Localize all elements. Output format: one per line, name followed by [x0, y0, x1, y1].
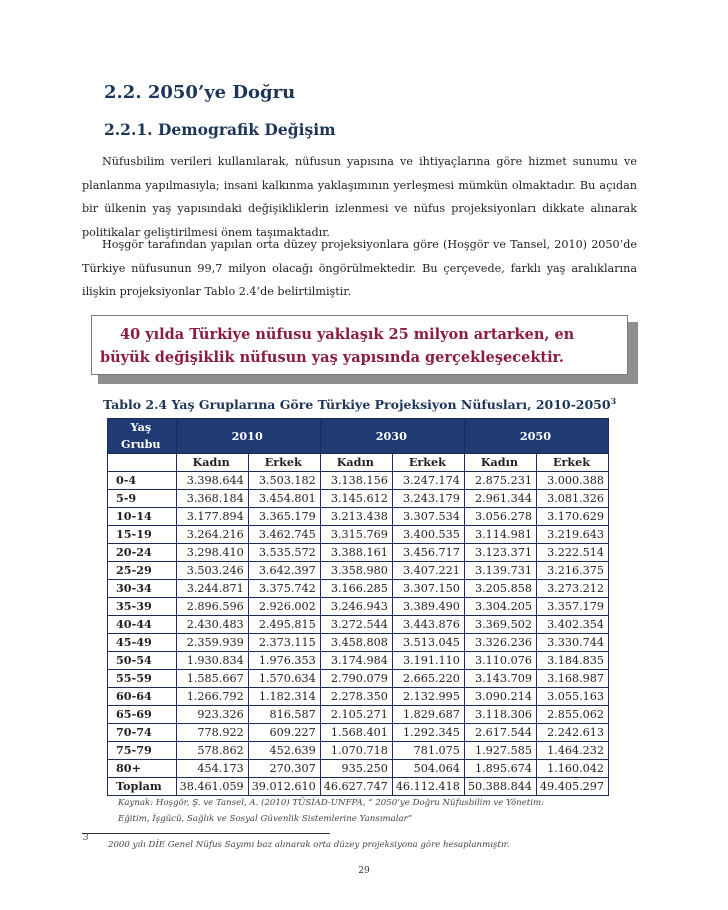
age-group-cell: 65-69: [108, 706, 177, 724]
value-cell: 46.627.747: [320, 778, 392, 796]
sex-header: Erkek: [248, 454, 320, 472]
value-cell: 3.365.179: [248, 508, 320, 526]
age-group-cell: 80+: [108, 760, 177, 778]
value-cell: 270.307: [248, 760, 320, 778]
source-line: Eğitim, İşgücü, Sağlık ve Sosyal Güvenlik Sistemlerine Yansımalar”: [118, 814, 413, 824]
value-cell: 3.298.410: [176, 544, 248, 562]
year-header: 2030: [320, 419, 464, 454]
sex-header: Erkek: [392, 454, 464, 472]
table-body: [108, 472, 609, 796]
population-table: [107, 418, 609, 796]
table-row: [108, 724, 609, 742]
table-row: [108, 526, 609, 544]
age-group-cell: 10-14: [108, 508, 177, 526]
age-group-cell: 70-74: [108, 724, 177, 742]
value-cell: 3.114.981: [464, 526, 536, 544]
empty-header-cell: [108, 454, 177, 472]
value-cell: 3.407.221: [392, 562, 464, 580]
value-cell: 46.112.418: [392, 778, 464, 796]
footnote-divider: [82, 833, 330, 834]
value-cell: 3.462.745: [248, 526, 320, 544]
value-cell: 2.855.062: [536, 706, 608, 724]
value-cell: 3.458.808: [320, 634, 392, 652]
age-group-cell: 0-4: [108, 472, 177, 490]
table-header-years: [108, 419, 609, 454]
value-cell: 1.568.401: [320, 724, 392, 742]
value-cell: 3.315.769: [320, 526, 392, 544]
value-cell: 3.222.514: [536, 544, 608, 562]
value-cell: 778.922: [176, 724, 248, 742]
value-cell: 1.570.634: [248, 670, 320, 688]
age-group-cell: 75-79: [108, 742, 177, 760]
value-cell: 3.168.987: [536, 670, 608, 688]
age-group-cell: 55-59: [108, 670, 177, 688]
age-group-cell: 20-24: [108, 544, 177, 562]
value-cell: 3.243.179: [392, 490, 464, 508]
value-cell: 3.307.534: [392, 508, 464, 526]
value-cell: 3.368.184: [176, 490, 248, 508]
table-row: [108, 598, 609, 616]
table-row: [108, 544, 609, 562]
table-caption-text: Tablo 2.4 Yaş Gruplarına Göre Türkiye Projeksiyon Nüfusları, 2010-2050: [103, 397, 611, 413]
value-cell: 3.174.984: [320, 652, 392, 670]
value-cell: 3.454.801: [248, 490, 320, 508]
value-cell: 2.896.596: [176, 598, 248, 616]
value-cell: 3.456.717: [392, 544, 464, 562]
value-cell: 3.138.156: [320, 472, 392, 490]
page-number: 29: [358, 866, 370, 876]
age-group-cell: 60-64: [108, 688, 177, 706]
value-cell: 3.055.163: [536, 688, 608, 706]
value-cell: 1.927.585: [464, 742, 536, 760]
value-cell: 3.184.835: [536, 652, 608, 670]
value-cell: 3.246.943: [320, 598, 392, 616]
value-cell: 3.205.858: [464, 580, 536, 598]
value-cell: 1.182.314: [248, 688, 320, 706]
year-header: 2050: [464, 419, 608, 454]
table-row: [108, 490, 609, 508]
value-cell: 3.247.174: [392, 472, 464, 490]
value-cell: 1.464.232: [536, 742, 608, 760]
age-group-cell: 15-19: [108, 526, 177, 544]
age-group-cell: 5-9: [108, 490, 177, 508]
value-cell: 1.292.345: [392, 724, 464, 742]
value-cell: 3.272.544: [320, 616, 392, 634]
value-cell: 49.405.297: [536, 778, 608, 796]
value-cell: 3.170.629: [536, 508, 608, 526]
year-header: 2010: [176, 419, 320, 454]
value-cell: 3.330.744: [536, 634, 608, 652]
value-cell: 3.219.643: [536, 526, 608, 544]
value-cell: 3.000.388: [536, 472, 608, 490]
value-cell: 3.389.490: [392, 598, 464, 616]
value-cell: 3.216.375: [536, 562, 608, 580]
table-row: [108, 670, 609, 688]
value-cell: 3.513.045: [392, 634, 464, 652]
value-cell: 578.862: [176, 742, 248, 760]
value-cell: 2.926.002: [248, 598, 320, 616]
age-group-cell: 45-49: [108, 634, 177, 652]
callout-box: [91, 315, 628, 375]
table-row: [108, 580, 609, 598]
age-group-cell: 50-54: [108, 652, 177, 670]
value-cell: 3.304.205: [464, 598, 536, 616]
value-cell: 1.266.792: [176, 688, 248, 706]
value-cell: 3.056.278: [464, 508, 536, 526]
value-cell: 2.359.939: [176, 634, 248, 652]
value-cell: 50.388.844: [464, 778, 536, 796]
value-cell: 1.160.042: [536, 760, 608, 778]
value-cell: 3.388.161: [320, 544, 392, 562]
value-cell: 454.173: [176, 760, 248, 778]
value-cell: 2.278.350: [320, 688, 392, 706]
table-header-sex: [108, 454, 609, 472]
age-group-cell: 40-44: [108, 616, 177, 634]
source-citation: [118, 795, 618, 827]
value-cell: 3.375.742: [248, 580, 320, 598]
sex-header: Kadın: [464, 454, 536, 472]
value-cell: 2.430.483: [176, 616, 248, 634]
table-row: [108, 778, 609, 796]
table-row: [108, 742, 609, 760]
value-cell: 38.461.059: [176, 778, 248, 796]
age-group-cell: Toplam: [108, 778, 177, 796]
value-cell: 3.081.326: [536, 490, 608, 508]
value-cell: 1.930.834: [176, 652, 248, 670]
value-cell: 2.875.231: [464, 472, 536, 490]
value-cell: 3.535.572: [248, 544, 320, 562]
value-cell: 2.132.995: [392, 688, 464, 706]
age-group-cell: 35-39: [108, 598, 177, 616]
sex-header: Kadın: [176, 454, 248, 472]
age-group-cell: 30-34: [108, 580, 177, 598]
subsection-heading: 2.2.1. Demografik Değişim: [104, 120, 336, 139]
value-cell: 2.665.220: [392, 670, 464, 688]
sex-header: Kadın: [320, 454, 392, 472]
value-cell: 3.398.644: [176, 472, 248, 490]
value-cell: 3.110.076: [464, 652, 536, 670]
value-cell: 3.143.709: [464, 670, 536, 688]
value-cell: 2.495.815: [248, 616, 320, 634]
value-cell: 3.166.285: [320, 580, 392, 598]
value-cell: 2.373.115: [248, 634, 320, 652]
footnote-ref: 3: [610, 396, 617, 406]
value-cell: 2.790.079: [320, 670, 392, 688]
paragraph-1: Nüfusbilim verileri kullanılarak, nüfusun yapısına ve ihtiyaçlarına göre hizmet sunumu ve planlanma yapılmasıyla; insani kalkınma yaklaşımının yerleşmesi mümkün olmaktadır. Bu açıdan bir ülkenin yaş yapısındaki değişikliklerin izlenmesi ve nüfus projeksiyonları dikkate alınarak politikalar geliştirilmesi önem taşımaktadır.: [82, 155, 637, 239]
value-cell: 3.118.306: [464, 706, 536, 724]
value-cell: 1.976.353: [248, 652, 320, 670]
table-row: [108, 562, 609, 580]
value-cell: 3.307.150: [392, 580, 464, 598]
value-cell: 2.961.344: [464, 490, 536, 508]
value-cell: 3.400.535: [392, 526, 464, 544]
value-cell: 781.075: [392, 742, 464, 760]
table-row: [108, 760, 609, 778]
table-row: [108, 472, 609, 490]
value-cell: 1.585.667: [176, 670, 248, 688]
table-row: [108, 508, 609, 526]
value-cell: 2.105.271: [320, 706, 392, 724]
value-cell: 3.503.182: [248, 472, 320, 490]
value-cell: 3.402.354: [536, 616, 608, 634]
value-cell: 504.064: [392, 760, 464, 778]
value-cell: 452.639: [248, 742, 320, 760]
value-cell: 3.503.246: [176, 562, 248, 580]
callout-text: 40 yılda Türkiye nüfusu yaklaşık 25 milyon artarken, en büyük değişiklik nüfusun yaş yapısında gerçekleşecektir.: [100, 326, 575, 366]
age-group-cell: 25-29: [108, 562, 177, 580]
value-cell: 3.123.371: [464, 544, 536, 562]
value-cell: 3.273.212: [536, 580, 608, 598]
value-cell: 3.264.216: [176, 526, 248, 544]
footnote-mark: 3: [83, 833, 89, 843]
section-heading: 2.2. 2050’ye Doğru: [104, 82, 296, 103]
value-cell: 3.443.876: [392, 616, 464, 634]
value-cell: 816.587: [248, 706, 320, 724]
table-caption: [103, 396, 616, 412]
footnote-text: 2000 yılı DİE Genel Nüfus Sayımı baz alınarak orta düzey projeksiyona göre hesaplanmıştır.: [108, 840, 510, 850]
value-cell: 2.242.613: [536, 724, 608, 742]
source-line: Kaynak: Hoşgör, Ş. ve Tansel, A. (2010) TÜSİAD-UNFPA, “ 2050’ye Doğru Nüfusbilim ve Yönetim:: [118, 798, 544, 808]
value-cell: 1.070.718: [320, 742, 392, 760]
table-row: [108, 634, 609, 652]
value-cell: 3.090.214: [464, 688, 536, 706]
table-row: [108, 688, 609, 706]
value-cell: 609.227: [248, 724, 320, 742]
value-cell: 3.642.397: [248, 562, 320, 580]
table-row: [108, 652, 609, 670]
sex-header: Erkek: [536, 454, 608, 472]
value-cell: 3.177.894: [176, 508, 248, 526]
value-cell: 3.357.179: [536, 598, 608, 616]
value-cell: 1.829.687: [392, 706, 464, 724]
value-cell: 3.358.980: [320, 562, 392, 580]
value-cell: 3.139.731: [464, 562, 536, 580]
value-cell: 3.326.236: [464, 634, 536, 652]
paragraph-2: Hoşgör tarafından yapılan orta düzey projeksiyonlara göre (Hoşgör ve Tansel, 2010) 2050’de Türkiye nüfusunun 99,7 milyon olacağı öngörülmektedir. Bu çerçevede, farklı yaş aralıklarına ilişkin projeksiyonlar Tablo 2.4’de belirtilmiştir.: [82, 238, 637, 298]
table-row: [108, 706, 609, 724]
value-cell: 3.213.438: [320, 508, 392, 526]
value-cell: 2.617.544: [464, 724, 536, 742]
value-cell: 3.369.502: [464, 616, 536, 634]
value-cell: 39.012.610: [248, 778, 320, 796]
age-group-header: Yaş Grubu: [108, 419, 177, 454]
value-cell: 3.145.612: [320, 490, 392, 508]
value-cell: 935.250: [320, 760, 392, 778]
table-row: [108, 616, 609, 634]
value-cell: 1.895.674: [464, 760, 536, 778]
value-cell: 3.191.110: [392, 652, 464, 670]
value-cell: 3.244.871: [176, 580, 248, 598]
value-cell: 923.326: [176, 706, 248, 724]
